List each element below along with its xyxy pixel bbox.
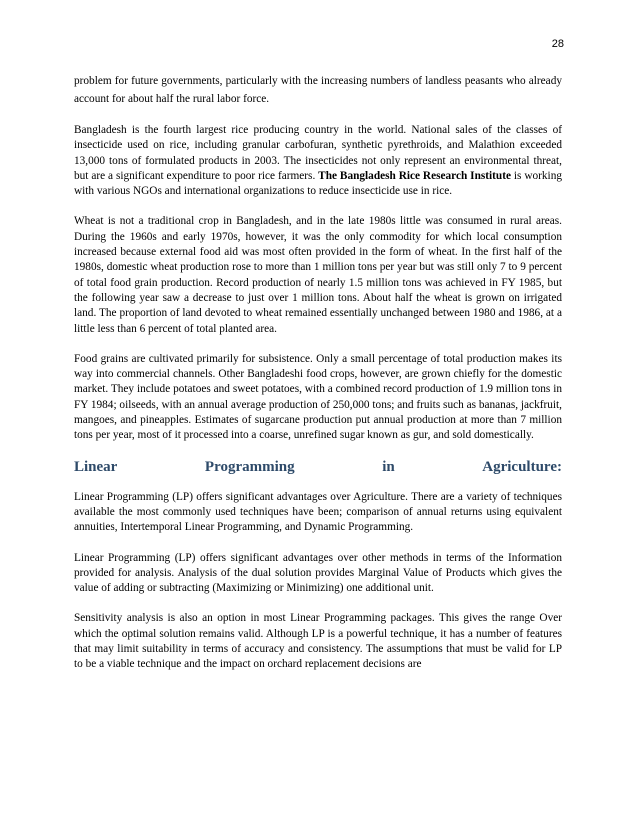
- section-heading: [74, 459, 562, 476]
- paragraph-text: Bangladesh is the fourth largest rice producing country in the world. National sales of the classes of insecticide used on rice, including granular carbofuran, synthetic pyrethroids, and Malathion exceeded 13,000 tons of formulated products in 2003. The insecticides not only represent an environmental threat, but are a significant expenditure to poor rice farmers.: [74, 124, 562, 182]
- paragraph-food-grains: Food grains are cultivated primarily for subsistence. Only a small percentage of total production makes its way into commercial channels. Other Bangladeshi food crops, however, are grown chiefly for the domestic market. They include potatoes and sweet potatoes, with a combined record production of 1.9 million tons in FY 1984; oilseeds, with an annual average production of 250,000 tons; and fruits such as bananas, jackfruit, mangoes, and pineapples. Estimates of sugarcane production put annual production at more than 7 million tons per year, most of it processed into a coarse, unrefined sugar known as gur, and sold domestically.: [74, 352, 562, 442]
- heading-word: Agriculture:: [482, 458, 562, 475]
- paragraph-lp-dual-solution: Linear Programming (LP) offers significant advantages over other methods in terms of the Information provided for analysis. Analysis of the dual solution provides Marginal Value of Products which gives the value of adding or subtracting (Maximizing or Minimizing) one additional unit.: [74, 551, 562, 595]
- paragraph-sensitivity-analysis: Sensitivity analysis is also an option in most Linear Programming packages. This gives the range Over which the optimal solution remains valid. Although LP is a powerful technique, it has a number of features that may limit suitability in terms of accuracy and consistency. The assumptions that must be valid for LP to be a viable technique and the impact on orchard replacement decisions are: [74, 612, 562, 671]
- heading-word: Programming: [204, 458, 295, 475]
- document-body: [74, 72, 562, 688]
- page-number: 28: [551, 38, 564, 50]
- paragraph-lp-advantages: Linear Programming (LP) offers significant advantages over Agriculture. There are a variety of techniques available the most commonly used techniques have been; comparison of annual returns using equivalent annuities, Intertemporal Linear Programming, and Dynamic Programming.: [74, 490, 562, 534]
- heading-word: Linear: [74, 458, 118, 475]
- paragraph-wheat: Wheat is not a traditional crop in Bangladesh, and in the late 1980s little was consumed in rural areas. During the 1960s and early 1970s, however, it was the only commodity for which local consumption increased because external food aid was most often provided in the form of wheat. In the first half of the 1980s, domestic wheat production rose to more than 1 million tons per year but was still only 7 to 9 percent of total food grain production. Record production of nearly 1.5 million tons was achieved in FY 1985, but the following year saw a decrease to just over 1 million tons. About half the wheat is grown on irrigated land. The proportion of land devoted to wheat remained essentially unchanged between 1980 and 1986, at a little less than 6 percent of total planted area.: [74, 215, 562, 335]
- paragraph-rice-insecticide: [74, 123, 562, 199]
- heading-word: in: [382, 458, 395, 475]
- paragraph-landless-peasants: problem for future governments, particularly with the increasing numbers of landless peasants who already account for about half the rural labor force.: [74, 75, 562, 105]
- paragraph-text: is working with various NGOs and international organizations to reduce insecticide use in rice.: [74, 169, 562, 198]
- institute-name: The Bangladesh Rice Research Institute: [318, 169, 511, 182]
